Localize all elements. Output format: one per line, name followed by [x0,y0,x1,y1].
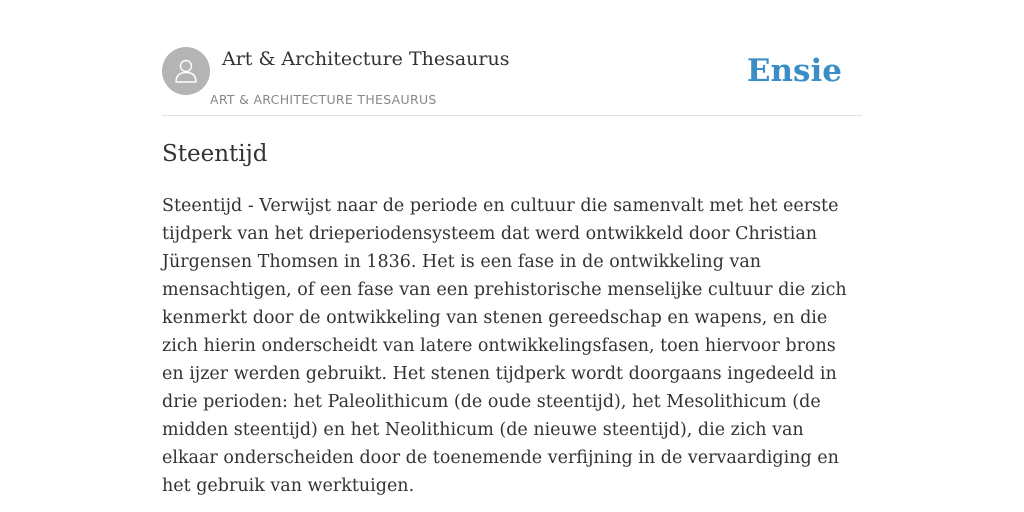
user-icon [172,57,200,85]
term-title: Steentijd [162,141,268,167]
source-subtitle[interactable]: ART & ARCHITECTURE THESAURUS [210,92,437,107]
definition-text: Steentijd - Verwijst naar de periode en cultuur die samenvalt met het eerste tijdperk van het drieperiodensysteem dat werd ontwikkeld door Christian Jürgensen Thomsen in 1836. Het is een fase in de ontwikkeling van mensachtigen, of een fase van een prehistorische menselijke cultuur die zich kenmerkt door de ontwikkeling van stenen gereedschap en wapens, en die zich hierin onderscheidt van latere ontwikkelingsfasen, toen hiervoor brons en ijzer werden gebruikt. Het stenen tijdperk wordt doorgaans ingedeeld in drie perioden: het Paleolithicum (de oude steentijd), het Mesolithicum (de midden steentijd) en het Neolithicum (de nieuwe steentijd), die zich van elkaar onderscheiden door de toenemende verfijning in de vervaardiging en het gebruik van werktuigen. [162,196,847,496]
source-header [162,47,862,116]
avatar[interactable] [162,47,210,95]
source-title[interactable]: Art & Architecture Thesaurus [222,48,510,70]
brand-logo[interactable]: Ensie [746,53,842,89]
